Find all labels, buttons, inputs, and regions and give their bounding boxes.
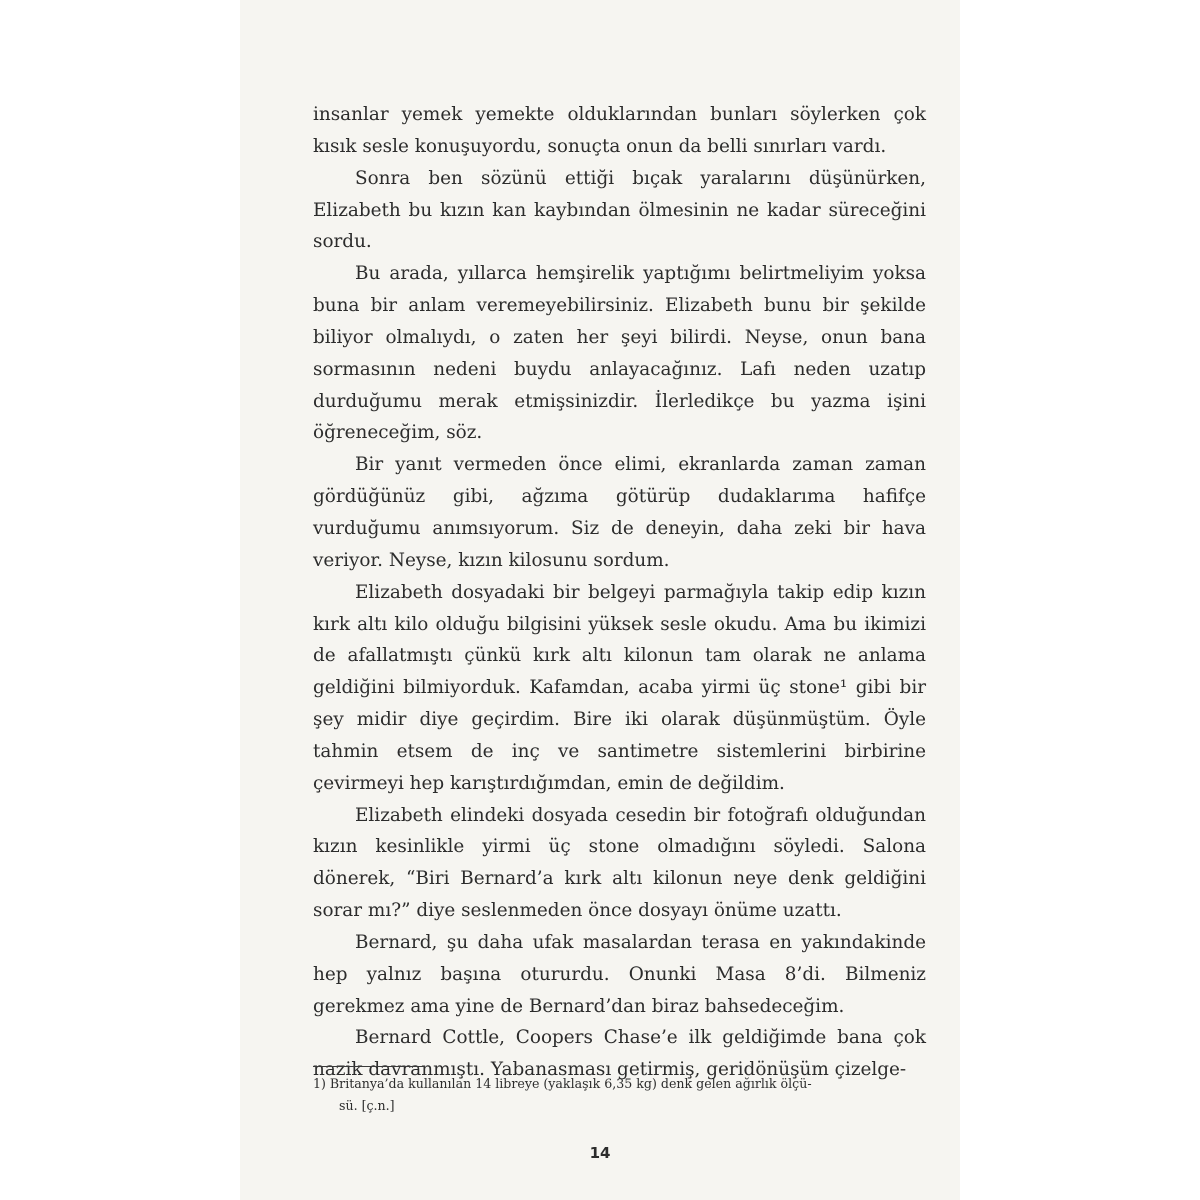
footnote-line-2: sü. [ç.n.] [339, 1098, 395, 1113]
paragraph-5: Elizabeth dosyadaki bir belgeyi parmağıyla takip edip kızın kırk altı kilo olduğu bilgisini yüksek sesle okudu. Ama bu ikimizi de afallatmıştı çünkü kırk altı kilonun tam olarak ne anlama geldiğini bilmiyorduk. Kafamdan, acaba yirmi üç stone¹ gibi bir şey midir diye geçirdim. Bire iki olarak düşünmüştüm. Öyle tahmin etsem de inç ve santimetre sistemlerini birbirine çevirmeyi hep karıştırdığımdan, emin de değildim. [313, 581, 926, 794]
paragraph-7: Bernard, şu daha ufak masalardan terasa en yakındakinde hep yalnız başına otururdu. Onunki Masa 8’di. Bilmeniz gerekmez ama yine de Bernard’dan biraz bahsedeceğim. [313, 931, 926, 1017]
paragraph-8: Bernard Cottle, Coopers Chase’e ilk geldiğimde bana çok nazik davranmıştı. Yabanasması getirmiş, geridönüşüm çizelge- [313, 1027, 926, 1081]
page-number: 14 [589, 1144, 611, 1162]
footnote [313, 1073, 926, 1117]
paragraph-2: Sonra ben sözünü ettiği bıçak yaralarını düşünürken, Elizabeth bu kızın kan kaybından ölmesinin ne kadar süreceğini sordu. [313, 167, 926, 253]
paragraph-6: Elizabeth elindeki dosyada cesedin bir fotoğrafı olduğundan kızın kesinlikle yirmi üç stone olmadığını söyledi. Salona dönerek, “Biri Bernard’a kırk altı kilonun neye denk geldiğini sorar mı?” diye seslenmeden önce dosyayı önüme uzattı. [313, 804, 926, 922]
paragraph-4: Bir yanıt vermeden önce elimi, ekranlarda zaman zaman gördüğünüz gibi, ağzıma götürüp dudaklarıma hafifçe vurduğumu anımsıyorum. Siz de deneyin, daha zeki bir hava veriyor. Neyse, kızın kilosunu sordum. [313, 454, 926, 571]
book-page [240, 0, 960, 1200]
paragraph-3: Bu arada, yıllarca hemşirelik yaptığımı belirtmeliyim yoksa buna bir anlam veremeyebilirsiniz. Elizabeth bunu bir şekilde biliyor olmalıydı, o zaten her şeyi bilirdi. Neyse, onun bana sormasının nedeni buydu anlayacağınız. Lafı neden uzatıp durduğumu merak etmişsinizdir. İlerledikçe bu yazma işini öğreneceğim, söz. [313, 263, 926, 444]
footnote-divider [313, 1066, 425, 1067]
footnote-line-1: 1) Britanya’da kullanılan 14 libreye (yaklaşık 6,35 kg) denk gelen ağırlık ölçü- [313, 1076, 812, 1091]
paragraph-1: insanlar yemek yemekte olduklarından bunları söylerken çok kısık sesle konuşuyordu, sonuçta onun da belli sınırları vardı. [313, 104, 926, 157]
body-text [313, 99, 926, 1086]
